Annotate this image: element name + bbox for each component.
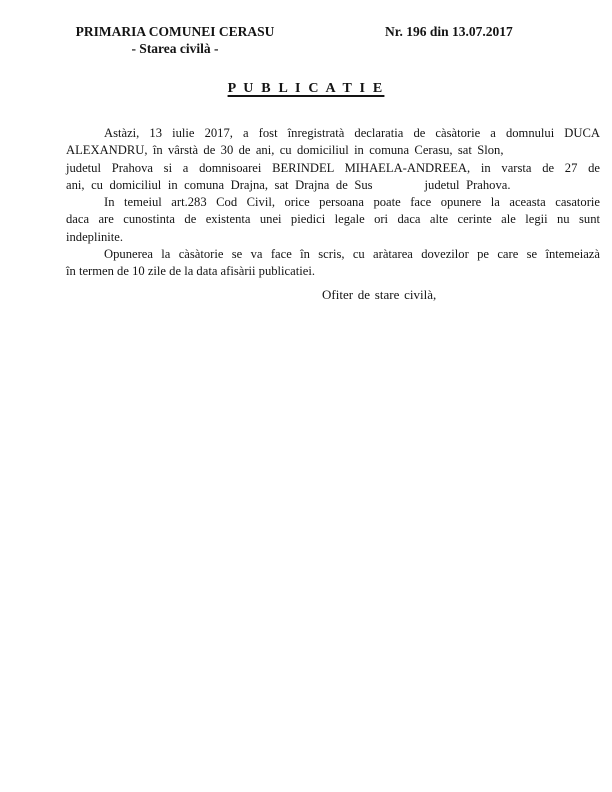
document-title: P U B L I C A T I E: [227, 81, 385, 96]
redacted-address-gap: [373, 188, 425, 189]
body-line: daca are cunostinta de existenta unei piedici legale ori daca alte cerinte ale legii nu sunt: [66, 212, 600, 227]
body-line: ALEXANDRU, în vârstà de 30 de ani, cu domiciliul in comuna Cerasu, sat Slon,: [66, 143, 504, 158]
body-line: In temeiul art.283 Cod Civil, orice persoana poate face opunere la aceasta casatorie: [104, 195, 600, 210]
body-line: indeplinite.: [66, 229, 124, 244]
header-org-block: [68, 23, 282, 57]
body-line: în termen de 10 zile de la data afisàrii publicatiei.: [66, 264, 315, 279]
body-line: Opunerea la càsàtorie se va face în scris, cu aràtarea dovezilor pe care se întemeiazà: [104, 247, 600, 262]
org-name: PRIMARIA COMUNEI CERASU: [75, 24, 275, 39]
body-line: [66, 177, 600, 194]
registration-number: Nr. 196 din 13.07.2017: [385, 24, 513, 39]
body-line-text: ani, cu domiciliul in comuna Drajna, sat Drajna de Sus: [66, 177, 373, 192]
document-body: [66, 125, 600, 281]
signature-title-line: Ofiter de stare civilà,: [322, 287, 437, 302]
org-department: - Starea civilà -: [131, 41, 219, 56]
body-line: judetul Prahova si a domnisoarei BERINDEL MIHAELA-ANDREEA, in varsta de 27 de: [66, 160, 600, 175]
body-line-text: judetul Prahova.: [424, 177, 511, 192]
body-line: Astàzi, 13 iulie 2017, a fost înregistratà declaratia de càsàtorie a domnului DUCA: [104, 126, 600, 140]
